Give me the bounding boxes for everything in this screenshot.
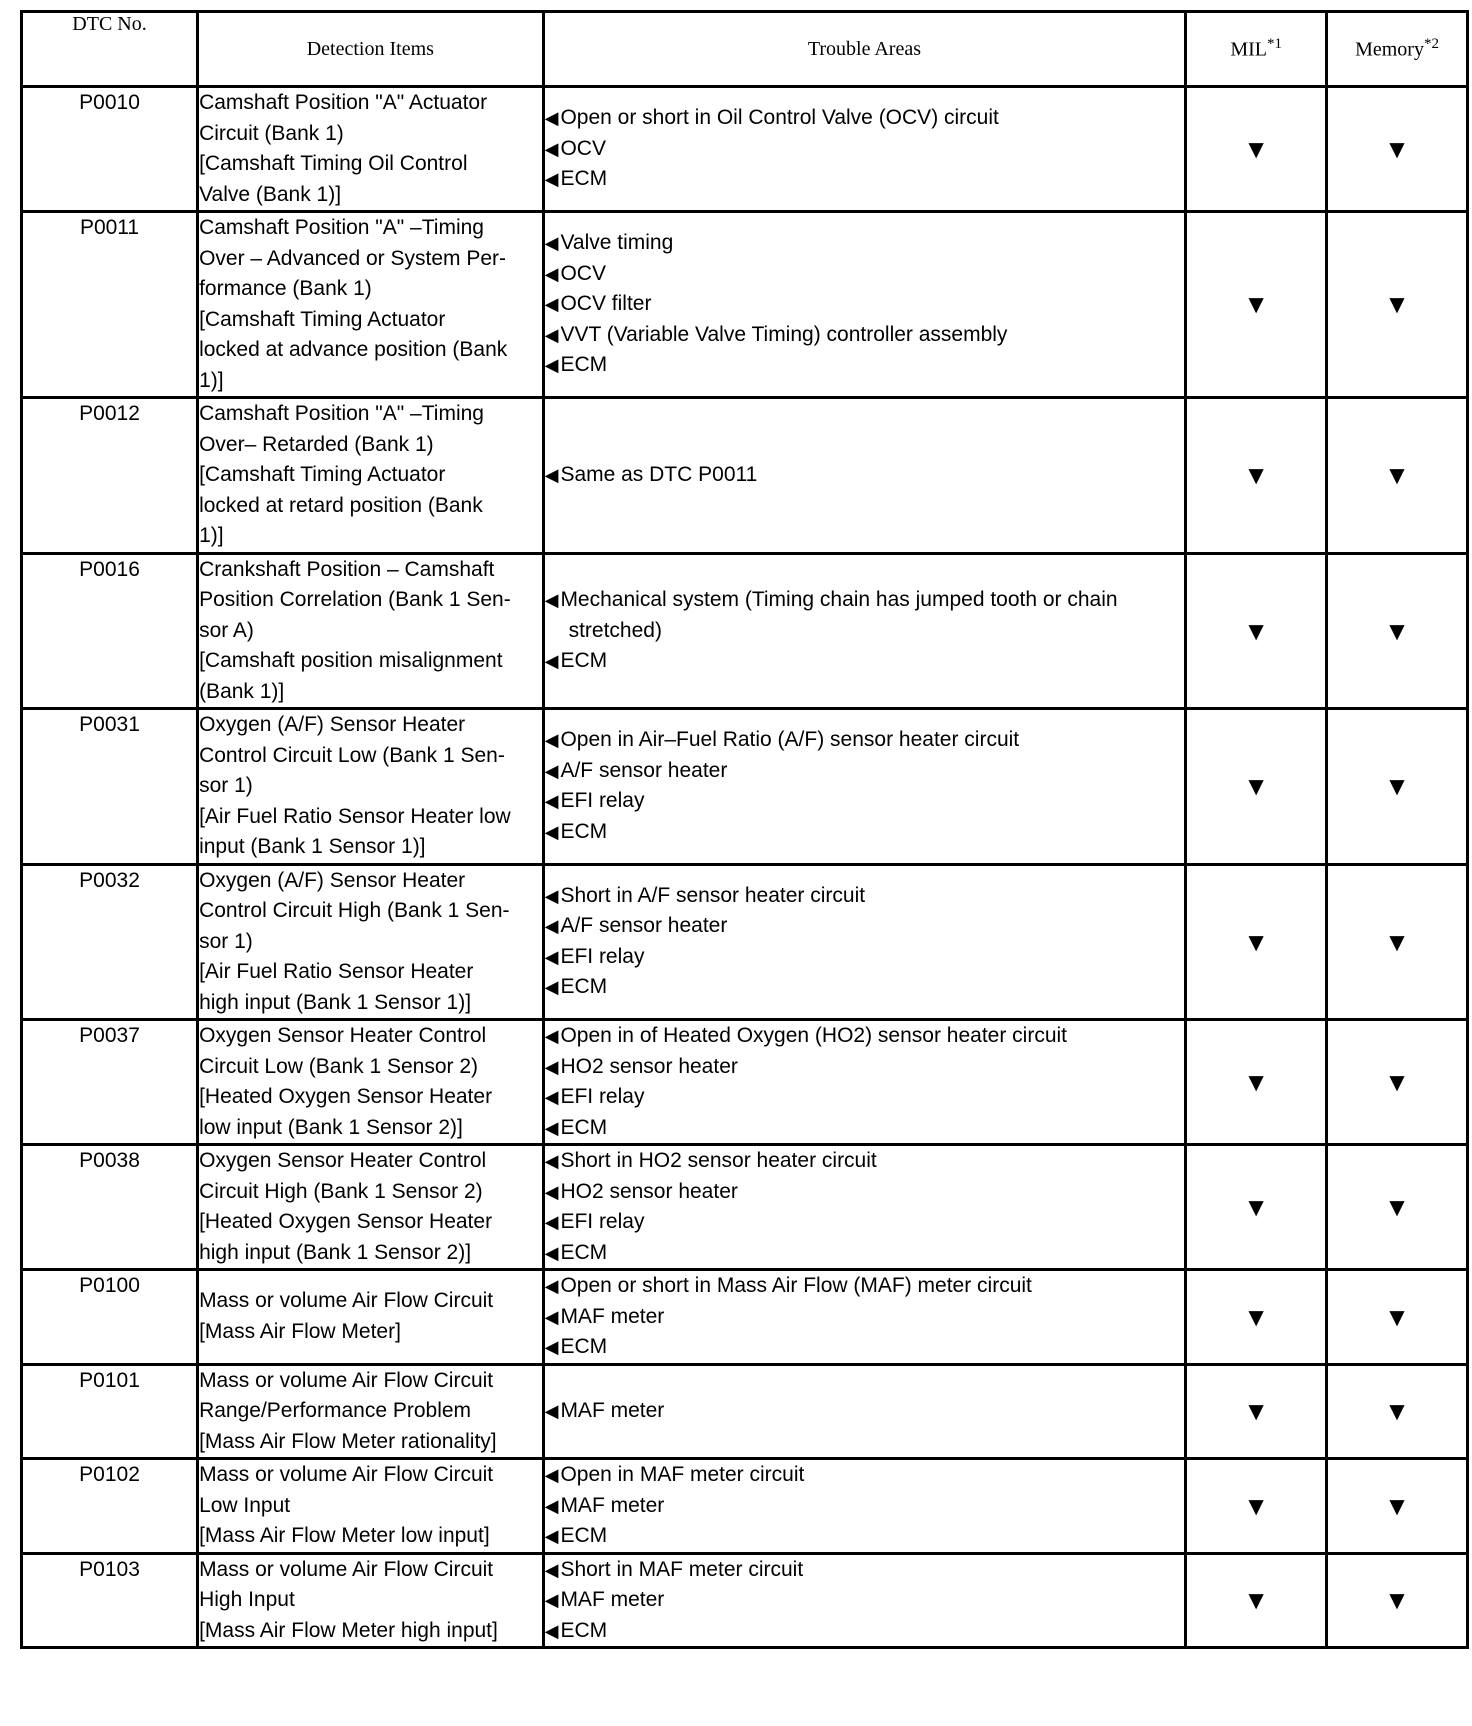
trouble-area-text: OCV [560, 261, 606, 285]
detection-line: Circuit Low (Bank 1 Sensor 2) [199, 1054, 479, 1078]
table-row [22, 1145, 1468, 1270]
trouble-area-item [545, 972, 1185, 1003]
trouble-area-item [545, 1177, 1185, 1208]
trouble-area-item [545, 786, 1185, 817]
trouble-area-text: ECM [560, 649, 608, 672]
detection-line: [Camshaft Timing Actuator [199, 463, 446, 486]
detection-line: Mass or volume Air Flow Circuit [199, 1289, 494, 1313]
trouble-area-item [545, 1616, 1185, 1647]
left-triangle-bullet-icon: ◀ [544, 916, 559, 937]
left-triangle-bullet-icon: ◀ [544, 108, 559, 129]
left-triangle-bullet-icon: ◀ [544, 1401, 559, 1421]
memory-indicator-icon: ▼ [1327, 87, 1468, 212]
trouble-area-text: Short in HO2 sensor heater circuit [560, 1149, 877, 1172]
header-trouble-areas: Trouble Areas [543, 12, 1186, 87]
trouble-area-item [545, 134, 1185, 165]
left-triangle-bullet-icon: ◀ [544, 1306, 559, 1327]
left-triangle-bullet-icon: ◀ [544, 1495, 559, 1516]
left-triangle-bullet-icon: ◀ [544, 1620, 559, 1641]
trouble-area-item [545, 646, 1185, 677]
trouble-area-text: EFI relay [560, 1210, 645, 1233]
detection-line: [Mass Air Flow Meter low input] [199, 1524, 490, 1547]
left-triangle-bullet-icon: ◀ [544, 590, 559, 610]
dtc-code: P0012 [22, 398, 198, 554]
trouble-area-item [545, 585, 1185, 616]
memory-indicator-icon: ▼ [1327, 864, 1468, 1020]
detection-line: [Air Fuel Ratio Sensor Heater [199, 960, 474, 983]
dtc-table [20, 10, 1469, 1649]
trouble-area-item [545, 289, 1185, 320]
header-memory-note: *2 [1423, 36, 1439, 53]
detection-line: Mass or volume Air Flow Circuit [199, 1557, 494, 1581]
detection-line: Over– Retarded (Bank 1) [199, 432, 434, 456]
header-mil-label: MIL [1230, 38, 1267, 61]
trouble-area-item [545, 460, 1185, 491]
trouble-area-text: Open or short in Oil Control Valve (OCV) circuit [560, 106, 999, 130]
detection-line: Oxygen (A/F) Sensor Heater [199, 868, 466, 892]
detection-line: high input (Bank 1 Sensor 2)] [199, 1240, 472, 1264]
left-triangle-bullet-icon: ◀ [544, 1526, 559, 1546]
detection-line: High Input [199, 1588, 295, 1611]
trouble-area-text: ECM [560, 1115, 608, 1139]
detection-line: Oxygen (A/F) Sensor Heater [199, 713, 466, 736]
trouble-area-item [545, 911, 1185, 942]
dtc-code: P0102 [22, 1459, 198, 1554]
trouble-area-item [545, 1238, 1185, 1269]
dtc-code: P0103 [22, 1553, 198, 1648]
header-mil [1186, 12, 1327, 87]
table-row [22, 398, 1468, 554]
detection-item [198, 87, 544, 212]
table-row [22, 553, 1468, 709]
trouble-area-item [545, 817, 1185, 848]
dtc-table-body [22, 87, 1468, 1648]
trouble-area-item [545, 1271, 1185, 1302]
left-triangle-bullet-icon: ◀ [544, 465, 559, 485]
trouble-area-text: ECM [560, 167, 608, 191]
trouble-area-text: OCV [560, 136, 606, 160]
detection-line: Over – Advanced or System Per- [199, 246, 507, 270]
trouble-areas [543, 87, 1186, 212]
trouble-areas [543, 553, 1186, 709]
mil-indicator-icon: ▼ [1186, 864, 1327, 1020]
left-triangle-bullet-icon: ◀ [544, 169, 559, 190]
table-row [22, 212, 1468, 398]
table-row [22, 1270, 1468, 1365]
table-row [22, 1553, 1468, 1648]
table-row [22, 87, 1468, 212]
left-triangle-bullet-icon: ◀ [544, 1056, 559, 1077]
trouble-area-item [545, 1021, 1185, 1052]
trouble-area-item [545, 942, 1185, 973]
detection-line: locked at retard position (Bank [199, 493, 483, 517]
trouble-area-text: HO2 sensor heater [560, 1054, 738, 1078]
detection-line: 1)] [199, 368, 224, 392]
detection-line: Control Circuit High (Bank 1 Sen- [199, 899, 510, 922]
trouble-area-item [545, 1332, 1185, 1363]
detection-line: Range/Performance Problem [199, 1399, 472, 1422]
detection-line: Oxygen Sensor Heater Control [199, 1024, 487, 1047]
trouble-area-item [545, 259, 1185, 290]
left-triangle-bullet-icon: ◀ [544, 1465, 559, 1485]
memory-indicator-icon: ▼ [1327, 709, 1468, 865]
detection-line: 1)] [199, 524, 224, 547]
detection-line: [Camshaft position misalignment [199, 649, 503, 672]
detection-line: Low Input [199, 1493, 291, 1517]
trouble-area-text: stretched) [568, 618, 662, 642]
header-memory [1327, 12, 1468, 87]
trouble-area-item [545, 1460, 1185, 1491]
left-triangle-bullet-icon: ◀ [544, 651, 559, 671]
trouble-areas [543, 1020, 1186, 1145]
detection-line: Circuit High (Bank 1 Sensor 2) [199, 1179, 483, 1203]
trouble-area-text: EFI relay [560, 944, 645, 968]
trouble-area-text: MAF meter [560, 1399, 665, 1422]
trouble-area-text: MAF meter [560, 1493, 665, 1517]
trouble-area-item [545, 164, 1185, 195]
trouble-area-text: Mechanical system (Timing chain has jumped tooth or chain [560, 588, 1118, 611]
detection-item [198, 1020, 544, 1145]
header-memory-label: Memory [1355, 38, 1424, 61]
dtc-code: P0016 [22, 553, 198, 709]
memory-indicator-icon: ▼ [1327, 1270, 1468, 1365]
detection-item [198, 1364, 544, 1459]
detection-line: [Camshaft Timing Oil Control [199, 152, 468, 175]
trouble-areas [543, 1145, 1186, 1270]
trouble-areas [543, 212, 1186, 398]
detection-line: Camshaft Position "A" Actuator [199, 91, 488, 114]
trouble-areas [543, 1459, 1186, 1554]
detection-line: sor 1) [199, 929, 253, 953]
memory-indicator-icon: ▼ [1327, 553, 1468, 709]
detection-line: input (Bank 1 Sensor 1)] [199, 835, 426, 858]
dtc-code: P0010 [22, 87, 198, 212]
left-triangle-bullet-icon: ◀ [544, 1276, 559, 1296]
trouble-area-text: VVT (Variable Valve Timing) controller assembly [560, 322, 1008, 346]
trouble-area-text: A/F sensor heater [560, 914, 728, 938]
dtc-code: P0100 [22, 1270, 198, 1365]
mil-indicator-icon: ▼ [1186, 1364, 1327, 1459]
left-triangle-bullet-icon: ◀ [544, 263, 559, 284]
detection-item [198, 553, 544, 709]
left-triangle-bullet-icon: ◀ [544, 1212, 559, 1232]
detection-line: Camshaft Position "A" –Timing [199, 402, 484, 425]
mil-indicator-icon: ▼ [1186, 709, 1327, 865]
detection-line: [Mass Air Flow Meter rationality] [199, 1429, 497, 1453]
memory-indicator-icon: ▼ [1327, 1364, 1468, 1459]
trouble-area-text: ECM [560, 1524, 608, 1547]
memory-indicator-icon: ▼ [1327, 1459, 1468, 1554]
left-triangle-bullet-icon: ◀ [544, 1026, 559, 1046]
detection-line: (Bank 1)] [199, 679, 285, 703]
table-row [22, 1459, 1468, 1554]
left-triangle-bullet-icon: ◀ [544, 885, 559, 906]
trouble-area-text: Open in of Heated Oxygen (HO2) sensor heater circuit [560, 1024, 1068, 1047]
left-triangle-bullet-icon: ◀ [544, 324, 559, 345]
trouble-area-text: Short in MAF meter circuit [560, 1557, 804, 1581]
memory-indicator-icon: ▼ [1327, 1553, 1468, 1648]
detection-line: high input (Bank 1 Sensor 1)] [199, 990, 472, 1014]
detection-line: formance (Bank 1) [199, 277, 372, 300]
trouble-area-text: Short in A/F sensor heater circuit [560, 883, 866, 907]
dtc-code: P0101 [22, 1364, 198, 1459]
mil-indicator-icon: ▼ [1186, 212, 1327, 398]
trouble-area-item [545, 320, 1185, 351]
trouble-area-text: MAF meter [560, 1588, 665, 1611]
detection-item [198, 864, 544, 1020]
left-triangle-bullet-icon: ◀ [544, 821, 559, 842]
dtc-code: P0038 [22, 1145, 198, 1270]
trouble-area-text: Valve timing [560, 231, 674, 255]
trouble-areas [543, 709, 1186, 865]
trouble-area-item [545, 1555, 1185, 1586]
mil-indicator-icon: ▼ [1186, 1270, 1327, 1365]
detection-line: sor A) [199, 618, 254, 642]
trouble-area-item [545, 228, 1185, 259]
detection-line: Valve (Bank 1)] [199, 182, 342, 206]
memory-indicator-icon: ▼ [1327, 212, 1468, 398]
trouble-area-text: MAF meter [560, 1304, 665, 1328]
left-triangle-bullet-icon: ◀ [544, 1242, 559, 1263]
dtc-code: P0031 [22, 709, 198, 865]
detection-item [198, 398, 544, 554]
left-triangle-bullet-icon: ◀ [544, 1087, 559, 1107]
trouble-area-item [545, 1521, 1185, 1552]
detection-line: [Mass Air Flow Meter high input] [199, 1618, 498, 1642]
detection-line: Camshaft Position "A" –Timing [199, 216, 484, 239]
table-row [22, 709, 1468, 865]
left-triangle-bullet-icon: ◀ [544, 233, 559, 254]
detection-line: low input (Bank 1 Sensor 2)] [199, 1115, 463, 1139]
trouble-area-item [545, 1396, 1185, 1427]
mil-indicator-icon: ▼ [1186, 553, 1327, 709]
left-triangle-bullet-icon: ◀ [544, 977, 559, 998]
detection-line: Crankshaft Position – Camshaft [199, 557, 495, 581]
trouble-area-item [545, 1302, 1185, 1333]
dtc-code: P0011 [22, 212, 198, 398]
detection-line: [Air Fuel Ratio Sensor Heater low [199, 804, 511, 828]
detection-item [198, 709, 544, 865]
trouble-area-text: EFI relay [560, 789, 645, 813]
mil-indicator-icon: ▼ [1186, 1145, 1327, 1270]
left-triangle-bullet-icon: ◀ [544, 1181, 559, 1202]
detection-line: Position Correlation (Bank 1 Sen- [199, 588, 511, 611]
left-triangle-bullet-icon: ◀ [544, 1117, 559, 1138]
detection-line: [Mass Air Flow Meter] [199, 1319, 401, 1343]
trouble-areas [543, 1364, 1186, 1459]
table-row [22, 1364, 1468, 1459]
trouble-area-text: ECM [560, 1335, 608, 1358]
trouble-areas [543, 1270, 1186, 1365]
trouble-area-item [545, 725, 1185, 756]
dtc-code: P0032 [22, 864, 198, 1020]
detection-item [198, 1270, 544, 1365]
mil-indicator-icon: ▼ [1186, 1553, 1327, 1648]
memory-indicator-icon: ▼ [1327, 1145, 1468, 1270]
detection-item [198, 1553, 544, 1648]
trouble-area-item [545, 1585, 1185, 1616]
memory-indicator-icon: ▼ [1327, 1020, 1468, 1145]
trouble-area-text: HO2 sensor heater [560, 1179, 738, 1203]
trouble-area-item [545, 103, 1185, 134]
table-row [22, 1020, 1468, 1145]
trouble-area-text: EFI relay [560, 1085, 645, 1108]
trouble-area-item [545, 1052, 1185, 1083]
detection-item [198, 1459, 544, 1554]
mil-indicator-icon: ▼ [1186, 1459, 1327, 1554]
left-triangle-bullet-icon: ◀ [544, 760, 559, 781]
detection-line: [Camshaft Timing Actuator [199, 307, 446, 331]
detection-line: Control Circuit Low (Bank 1 Sen- [199, 743, 505, 767]
detection-item [198, 212, 544, 398]
trouble-area-text: Open in Air–Fuel Ratio (A/F) sensor heater circuit [560, 728, 1020, 752]
table-row [22, 864, 1468, 1020]
header-mil-note: *1 [1267, 36, 1282, 53]
left-triangle-bullet-icon: ◀ [544, 1337, 559, 1357]
left-triangle-bullet-icon: ◀ [544, 1590, 559, 1610]
detection-line: locked at advance position (Bank [199, 338, 508, 361]
trouble-area-text: OCV filter [560, 292, 652, 316]
dtc-code: P0037 [22, 1020, 198, 1145]
left-triangle-bullet-icon: ◀ [544, 791, 559, 812]
trouble-area-text: A/F sensor heater [560, 758, 728, 782]
left-triangle-bullet-icon: ◀ [544, 730, 559, 751]
mil-indicator-icon: ▼ [1186, 398, 1327, 554]
left-triangle-bullet-icon: ◀ [544, 294, 559, 315]
detection-line: [Heated Oxygen Sensor Heater [199, 1210, 493, 1233]
detection-line: [Heated Oxygen Sensor Heater [199, 1085, 493, 1108]
trouble-area-text: ECM [560, 353, 608, 377]
trouble-areas [543, 398, 1186, 554]
trouble-area-item [545, 1113, 1185, 1144]
detection-line: Mass or volume Air Flow Circuit [199, 1463, 494, 1486]
trouble-areas [543, 1553, 1186, 1648]
trouble-area-text: Open in MAF meter circuit [560, 1463, 805, 1486]
header-row [22, 12, 1468, 87]
detection-line: sor 1) [199, 774, 253, 797]
trouble-areas [543, 864, 1186, 1020]
trouble-area-text: ECM [560, 819, 608, 843]
header-dtc-no: DTC No. [22, 12, 198, 87]
trouble-area-text: ECM [560, 975, 608, 999]
trouble-area-item [545, 1207, 1185, 1238]
trouble-area-item [545, 1146, 1185, 1177]
trouble-area-text: ECM [560, 1240, 608, 1264]
memory-indicator-icon: ▼ [1327, 398, 1468, 554]
mil-indicator-icon: ▼ [1186, 87, 1327, 212]
trouble-area-item [545, 350, 1185, 381]
trouble-area-item [545, 1491, 1185, 1522]
mil-indicator-icon: ▼ [1186, 1020, 1327, 1145]
left-triangle-bullet-icon: ◀ [544, 1151, 559, 1171]
detection-line: Oxygen Sensor Heater Control [199, 1149, 487, 1172]
trouble-area-text: Same as DTC P0011 [560, 463, 758, 486]
header-detection-items: Detection Items [198, 12, 544, 87]
trouble-area-item [545, 881, 1185, 912]
left-triangle-bullet-icon: ◀ [544, 1559, 559, 1580]
trouble-area-item [545, 756, 1185, 787]
left-triangle-bullet-icon: ◀ [544, 946, 559, 967]
detection-line: Mass or volume Air Flow Circuit [199, 1368, 494, 1392]
trouble-area-text: ECM [560, 1618, 608, 1642]
trouble-area-item [545, 1082, 1185, 1113]
trouble-area-text: Open or short in Mass Air Flow (MAF) meter circuit [560, 1274, 1032, 1297]
left-triangle-bullet-icon: ◀ [544, 138, 559, 159]
left-triangle-bullet-icon: ◀ [544, 355, 559, 376]
detection-item [198, 1145, 544, 1270]
detection-line: Circuit (Bank 1) [199, 121, 344, 145]
trouble-area-item [545, 616, 1185, 647]
